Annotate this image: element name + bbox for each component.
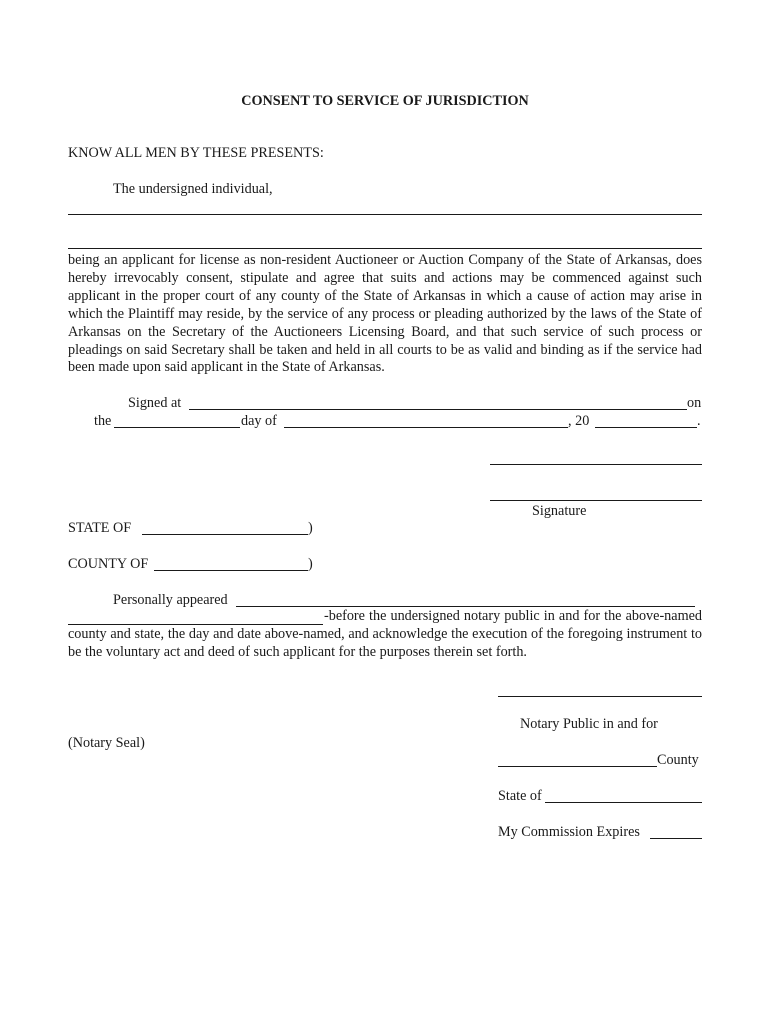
- know-all-heading: KNOW ALL MEN BY THESE PRESENTS:: [68, 145, 324, 161]
- undersigned-label: The undersigned individual,: [113, 181, 273, 197]
- date-period: .: [697, 413, 701, 429]
- commission-expires-field[interactable]: [650, 838, 702, 839]
- commission-expires-label: My Commission Expires: [498, 824, 640, 840]
- day-of-label: day of: [241, 413, 277, 429]
- state-close-paren: ): [308, 520, 313, 536]
- signature-field-1[interactable]: [490, 464, 702, 465]
- notary-public-label: Notary Public in and for: [520, 716, 658, 732]
- month-field[interactable]: [284, 427, 568, 428]
- personally-appeared-label: Personally appeared: [113, 592, 228, 608]
- signature-field-2[interactable]: [490, 500, 702, 501]
- year-field[interactable]: [595, 427, 697, 428]
- notary-state-field[interactable]: [545, 802, 702, 803]
- year-prefix: , 20: [568, 413, 590, 429]
- notary-paragraph: [68, 607, 702, 661]
- signed-at-field[interactable]: [189, 409, 687, 410]
- state-field[interactable]: [142, 534, 308, 535]
- signed-at-label: Signed at: [128, 395, 182, 411]
- county-of-label: COUNTY OF: [68, 556, 149, 572]
- county-field[interactable]: [154, 570, 308, 571]
- notary-state-label: State of: [498, 788, 542, 804]
- applicant-name-field-line1[interactable]: [68, 214, 702, 215]
- notary-county-field[interactable]: [498, 766, 657, 767]
- county-close-paren: ): [308, 556, 313, 572]
- day-field[interactable]: [114, 427, 240, 428]
- notary-paragraph-text: -before the undersigned notary public in and for the above-named county and state, the day and date above-named, and acknowledge the execution of the foregoing instrument to be the voluntary act and deed of such applicant for the purposes therein set forth.: [68, 608, 702, 660]
- document-title: CONSENT TO SERVICE OF JURISDICTION: [241, 93, 529, 109]
- state-of-label: STATE OF: [68, 520, 132, 536]
- applicant-name-field-line2[interactable]: [68, 248, 702, 249]
- the-label: the: [94, 413, 112, 429]
- on-label: on: [687, 395, 702, 411]
- notary-signature-field[interactable]: [498, 696, 702, 697]
- signature-label: Signature: [532, 503, 587, 519]
- county-label: County: [657, 752, 699, 768]
- notary-seal-label: (Notary Seal): [68, 735, 145, 751]
- consent-paragraph: being an applicant for license as non-resident Auctioneer or Auction Company of the State of Arkansas, does hereby irrevocably consent, stipulate and agree that suits and actions may be commenced against such applicant in the proper court of any county of the State of Arkansas in which a cause of action may arise in which the Plaintiff may reside, by the service of any process or pleading authorized by the laws of the State of Arkansas on the Secretary of the Auctioneers Licensing Board, and that such service of such process or pleadings on said Secretary shall be taken and held in all courts to be as valid and binding as if the service had been made upon said applicant in the State of Arkansas.: [68, 252, 702, 376]
